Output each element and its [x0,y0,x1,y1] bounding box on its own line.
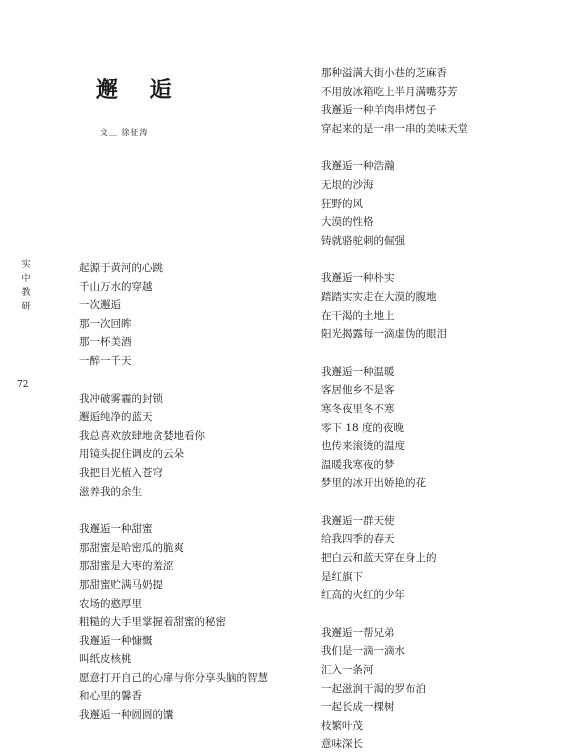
poem-line: 我邂逅一种圆圆的馕 [79,709,174,722]
poem-line: 那一次回眸 [79,317,132,330]
poem-stanza [79,520,309,725]
poem-line: 零下 18 度的夜晚 [321,421,405,434]
poem-line: 在干渴的土地上 [321,309,395,322]
poem-line: 那甜蜜是大枣的羞涩 [79,560,174,573]
poem-line: 意味深长 [321,738,363,751]
poem-column-left [79,259,309,725]
poem-line: 铸就骆驼刺的倔强 [321,234,405,247]
poem-line: 邂逅纯净的蓝天 [79,411,153,424]
poem-stanza [321,624,551,754]
poem-stanza [321,269,551,343]
poem-line: 是红旗下 [321,570,363,583]
poem-line: 滋养我的余生 [79,485,142,498]
poem-line: 用镜头捉住调皮的云朵 [79,448,184,461]
poem-line: 起源于黄河的心跳 [79,262,163,274]
poem-line: 穿起来的是一串一串的美味天堂 [321,122,468,135]
margin-char: 实 [21,260,31,270]
poem-line: 我邂逅一种浩瀚 [321,160,395,173]
poem-line: 愿意打开自己的心扉与你分享头脑的智慧 [79,671,268,684]
poem-line: 也传来滚烫的温度 [321,440,405,453]
poem-line: 我邂逅一种慷慨 [79,634,153,647]
poem-line: 不用放冰箱吃上半月满嘴芬芳 [321,85,458,98]
poem-line: 农场的憨厚里 [79,597,142,610]
poem-stanza [321,64,551,138]
poem-line: 一起滋润干渴的罗布泊 [321,682,426,695]
poem-line: 我们是一滴一滴水 [321,645,405,658]
poem-line: 温暖我寒夜的梦 [321,458,395,471]
poem-line: 我邂逅一种温暖 [321,365,395,378]
poem-stanza [321,512,551,605]
poem-line: 我邂逅一种甜蜜 [79,523,153,536]
poem-line: 我总喜欢放肆地贪婪地看你 [79,429,205,442]
poem-line: 那甜蜜贮满马奶提 [79,578,163,591]
poem-line: 我邂逅一群天使 [321,514,395,527]
poem-line: 我把目光植入苍穹 [79,466,163,479]
poem-line: 我邂逅一帮兄弟 [321,626,395,639]
poem-line: 我邂逅一种羊肉串烤包子 [321,104,437,117]
poem-line: 那一杯美酒 [79,336,132,349]
poem-stanza [79,259,309,371]
margin-char: 研 [21,302,31,312]
author-byline: 文＿ 徐征涛 [100,128,149,137]
poem-line: 我冲破雾霾的封锁 [79,392,163,405]
poem-line: 狂野的风 [321,197,363,210]
page-number: 72 [17,380,29,390]
poem-line: 粗糙的大手里掌握着甜蜜的秘密 [79,616,226,629]
margin-char: 中 [21,274,31,284]
poem-line: 阳光揭露每一滴虚伪的眼泪 [321,328,447,341]
poem-line: 汇入一条河 [321,664,374,677]
poem-line: 我邂逅一种朴实 [321,272,395,285]
poem-line: 客居他乡不是客 [321,384,395,397]
poem-line: 寒冬夜里冬不寒 [321,402,395,415]
poem-line: 红高的火红的少年 [321,589,405,602]
poem-stanza [79,390,309,502]
margin-char: 教 [21,288,31,298]
poem-line: 一次邂逅 [79,299,121,312]
poem-line: 叫纸皮核桃 [79,653,132,666]
poem-line: 和心里的馨香 [79,690,142,703]
poem-stanza [321,363,551,493]
poem-line: 那甜蜜是哈密瓜的脆爽 [79,541,184,554]
poem-line: 把白云和蓝天穿在身上的 [321,552,437,565]
poem-stanza [321,157,551,250]
poem-line: 一起长成一棵树 [321,701,395,714]
poem-line: 踏踏实实走在大漠的腹地 [321,290,437,303]
poem-line: 梦里的冰开出娇艳的花 [321,477,426,490]
poem-line: 大漠的性格 [321,216,374,229]
poem-line: 千山万水的穿越 [79,280,153,293]
poem-line: 那种溢满大街小巷的芝麻香 [321,67,447,79]
poem-line: 一醉一千天 [79,354,132,367]
poem-line: 给我四季的春天 [321,533,395,546]
poem-line: 无垠的沙海 [321,178,374,191]
poem-line: 枝繁叶茂 [321,719,363,732]
margin-section-label [20,258,32,314]
poem-title: 邂 逅 [96,76,184,103]
poem-column-right [321,64,551,754]
